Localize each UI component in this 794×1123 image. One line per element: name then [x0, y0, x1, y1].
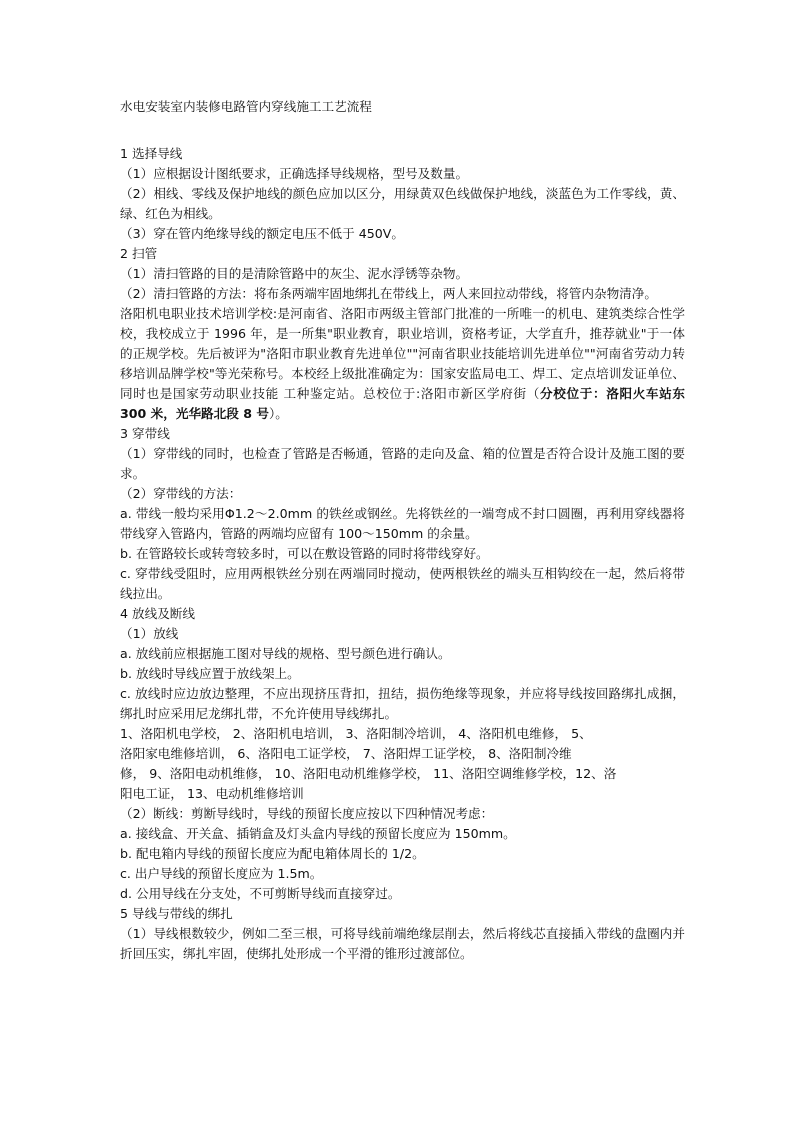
paragraph: （1）穿带线的同时，也检查了管路是否畅通，管路的走向及盒、箱的位置是否符合设计及施工图的要求。 — [120, 446, 685, 481]
paragraph: （2）穿带线的方法： — [120, 486, 242, 501]
paragraph: （1）应根据设计图纸要求，正确选择导线规格，型号及数量。 — [120, 166, 469, 181]
paragraph: b. 放线时导线应置于放线架上。 — [120, 666, 300, 681]
section-heading-1: 1 选择导线 — [120, 146, 183, 161]
paragraph: （1）导线根数较少，例如二至三根，可将导线前端绝缘层削去，然后将线芯直接插入带线的盘圈内并折回压实，绑扎牢固，使绑扎处形成一个平滑的锥形过渡部位。 — [120, 926, 685, 961]
school-list-line: 修， 9、洛阳电动机维修， 10、洛阳电动机维修学校， 11、洛阳空调维修学校，12、洛 — [120, 766, 617, 781]
paragraph: （2）断线：剪断导线时，导线的预留长度应按以下四种情况考虑： — [120, 806, 494, 821]
section-heading-2: 2 扫管 — [120, 246, 158, 261]
paragraph: b. 在管路较长或转弯较多时，可以在敷设管路的同时将带线穿好。 — [120, 546, 489, 561]
school-intro-close: ）。 — [268, 406, 288, 421]
school-intro-paragraph — [120, 304, 685, 424]
paragraph: a. 接线盒、开关盒、插销盒及灯头盒内导线的预留长度应为 150mm。 — [120, 826, 516, 841]
paragraph: （2）清扫管路的方法：将布条两端牢固地绑扎在带线上，两人来回拉动带线，将管内杂物清净。 — [120, 286, 657, 301]
paragraph: c. 出户导线的预留长度应为 1.5m。 — [120, 866, 323, 881]
school-list-line: 洛阳家电维修培训， 6、洛阳电工证学校， 7、洛阳焊工证学校， 8、洛阳制冷维 — [120, 746, 572, 761]
section-heading-5: 5 导线与带线的绑扎 — [120, 906, 233, 921]
paragraph: c. 放线时应边放边整理，不应出现挤压背扣，扭结，损伤绝缘等现象，并应将导线按回路绑扎成捆，绑扎时应采用尼龙绑扎带，不允许使用导线绑扎。 — [120, 686, 685, 721]
paragraph: （1）清扫管路的目的是清除管路中的灰尘、泥水浮锈等杂物。 — [120, 266, 469, 281]
school-intro-text: 洛阳机电职业技术培训学校:是河南省、洛阳市两级主管部门批准的一所唯一的机电、建筑类综合性学校，我校成立于 1996 年，是一所集"职业教育，职业培训，资格考证，大学直升，推荐就业"于一体的正规学校。先后被评为"洛阳市职业教育先进单位""河南省职业技能培训先进单位""河南省劳动力转移培训品牌学校"等光荣称号。本校经上级批准确定为：国家安监局电工、焊工、定点培训发证单位、同时也是国家劳动职业技能 工种鉴定站。总校位于:洛阳市新区学府街（ — [120, 306, 685, 401]
school-address-bold: 分校位于：洛阳火车站东 300 米，光华路北段 8 号 — [120, 386, 685, 421]
section-heading-3: 3 穿带线 — [120, 426, 170, 441]
paragraph: d. 公用导线在分支处，不可剪断导线而直接穿过。 — [120, 886, 401, 901]
document-title: 水电安装室内装修电路管内穿线施工工艺流程 — [120, 99, 372, 114]
school-list-line: 1、洛阳机电学校， 2、洛阳机电培训， 3、洛阳制冷培训， 4、洛阳机电维修， 5、 — [120, 726, 592, 741]
document-page — [120, 97, 685, 964]
paragraph: （2）相线、零线及保护地线的颜色应加以区分，用绿黄双色线做保护地线，淡蓝色为工作零线，黄、绿、红色为相线。 — [120, 186, 685, 221]
paragraph: a. 放线前应根据施工图对导线的规格、型号颜色进行确认。 — [120, 646, 451, 661]
paragraph: （1）放线 — [120, 626, 179, 641]
section-heading-4: 4 放线及断线 — [120, 606, 195, 621]
paragraph: a. 带线一般均采用Φ1.2～2.0mm 的铁丝或钢丝。先将铁丝的一端弯成不封口圆圈，再利用穿线器将带线穿入管路内，管路的两端均应留有 100～150mm 的余量。 — [120, 506, 685, 541]
paragraph: b. 配电箱内导线的预留长度应为配电箱体周长的 1/2。 — [120, 846, 425, 861]
school-list-line: 阳电工证， 13、电动机维修培训 — [120, 786, 304, 801]
paragraph: c. 穿带线受阻时，应用两根铁丝分别在两端同时搅动，使两根铁丝的端头互相钩绞在一起，然后将带线拉出。 — [120, 566, 685, 601]
paragraph: （3）穿在管内绝缘导线的额定电压不低于 450V。 — [120, 226, 404, 241]
